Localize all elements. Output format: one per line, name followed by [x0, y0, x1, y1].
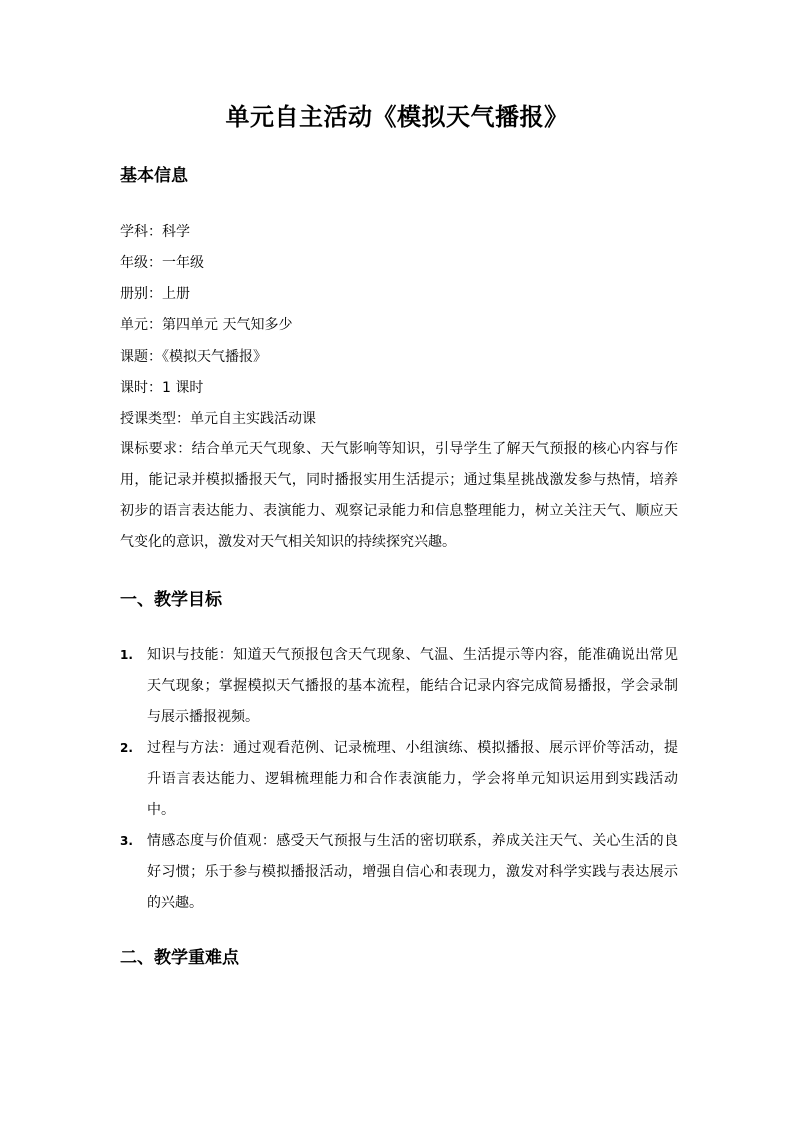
basic-info-heading: 基本信息 — [120, 166, 188, 186]
info-topic: 课题：《模拟天气播报》 — [120, 349, 267, 365]
info-periods: 课时：1 课时 — [120, 380, 204, 396]
objective-1-text: 知识与技能：知道天气预报包含天气现象、气温、生活提示等内容，能准确说出常见天气现象；掌握模拟天气播报的基本流程，能结合记录内容完成简易播报，学会录制与展示播报视频。 — [147, 647, 678, 725]
objective-2-text: 过程与方法：通过观看范例、记录梳理、小组演练、模拟播报、展示评价等活动，提升语言表达能力、逻辑梳理能力和合作表演能力，学会将单元知识运用到实践活动中。 — [147, 740, 678, 818]
curriculum-requirements: 课标要求：结合单元天气现象、天气影响等知识，引导学生了解天气预报的核心内容与作用，能记录并模拟播报天气，同时播报实用生活提示；通过集星挑战激发参与热情，培养初步的语言表达能力、表演能力、观察记录能力和信息整理能力，树立关注天气、顺应天气变化的意识，激发对天气相关知识的持续探究兴趣。 — [120, 441, 678, 550]
objective-3-number: 3. — [120, 834, 133, 848]
info-volume: 册别：上册 — [120, 286, 190, 302]
info-unit: 单元：第四单元 天气知多少 — [120, 317, 293, 333]
section-1-heading: 一、教学目标 — [120, 590, 222, 610]
info-grade: 年级：一年级 — [120, 255, 204, 271]
objective-3-text: 情感态度与价值观：感受天气预报与生活的密切联系，养成关注天气、关心生活的良好习惯；乐于参与模拟播报活动，增强自信心和表现力，激发对科学实践与表达展示的兴趣。 — [147, 833, 678, 911]
info-subject: 学科：科学 — [120, 224, 190, 240]
objective-1-number: 1. — [120, 648, 133, 662]
section-2-heading: 二、教学重难点 — [120, 948, 239, 968]
objective-2-number: 2. — [120, 741, 133, 755]
info-lesson-type: 授课类型：单元自主实践活动课 — [120, 411, 316, 427]
document-title: 单元自主活动《模拟天气播报》 — [225, 103, 569, 131]
